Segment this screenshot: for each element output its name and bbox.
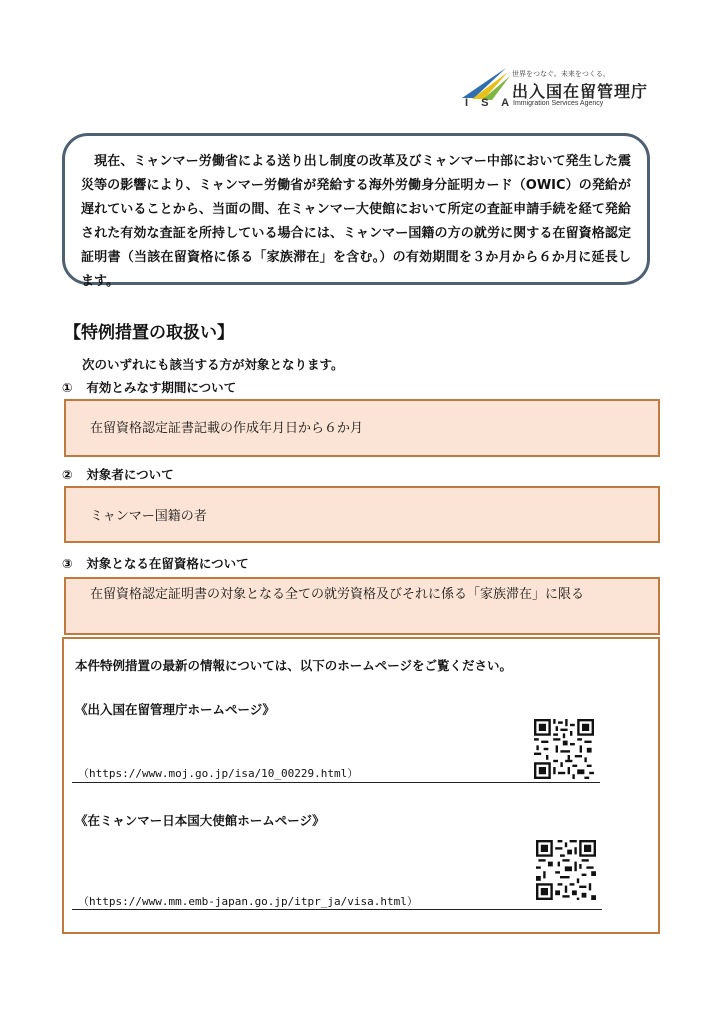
- item-3-number: ③: [62, 556, 73, 571]
- item-3-title: 対象となる在留資格について: [86, 556, 249, 571]
- site-1-url[interactable]: （https://www.moj.go.jp/isa/10_00229.html）: [78, 767, 359, 780]
- site-2-url[interactable]: （https://www.mm.emb-japan.go.jp/itpr_ja/visa.html）: [78, 895, 418, 908]
- logo-tagline: 世界をつなぐ。未来をつくる。: [512, 70, 610, 78]
- item-1-number: ①: [62, 380, 73, 395]
- logo-agency-english: Immigration Services Agency: [513, 100, 604, 107]
- notice-text: 現在、ミャンマー労働省による送り出し制度の改革及びミャンマー中部において発生した震災等の影響により、ミャンマー労働省が発給する海外労働身分証明カード（OWIC）の発給が遅れていることから、当面の間、在ミャンマー大使館において所定の査証申請手続を経て発給された有効な査証を所持している場合には、ミャンマー国籍の方の就労に関する在留資格認定証明書（当該在留資格に係る「家族滞在」を含む。）の有効期間を３か月から６か月に延長します。: [81, 154, 631, 289]
- item-2-title: 対象者について: [86, 467, 174, 482]
- item-2-label: [62, 465, 174, 483]
- isa-emblem-icon: [462, 68, 512, 100]
- info-heading: 本件特例措置の最新の情報については、以下のホームページをご覧ください。: [75, 658, 513, 673]
- qr-code-2-icon[interactable]: [536, 840, 596, 900]
- section-intro: 次のいずれにも該当する方が対象となります。: [82, 357, 344, 372]
- item-1-box: [64, 399, 660, 457]
- item-3-box: [64, 577, 660, 635]
- site-1-url-underline: [72, 782, 600, 783]
- item-1-title: 有効とみなす期間について: [86, 380, 237, 395]
- item-3-content: 在留資格認定証明書の対象となる全ての就労資格及びそれに係る「家族滞在」に限る: [90, 587, 585, 602]
- isa-logo: [462, 66, 662, 114]
- item-3-label: [62, 554, 249, 572]
- site-1-name: 《出入国在留管理庁ホームページ》: [75, 702, 275, 717]
- section-title: 【特例措置の取扱い】: [64, 323, 234, 343]
- item-1-label: [62, 378, 236, 396]
- notice-box: [62, 133, 650, 289]
- site-2-name: 《在ミャンマー日本国大使館ホームページ》: [75, 813, 325, 828]
- qr-code-1-icon[interactable]: [534, 719, 594, 779]
- item-2-number: ②: [62, 467, 73, 482]
- info-box: [62, 637, 660, 934]
- item-2-content: ミャンマー国籍の者: [90, 509, 207, 524]
- site-2-url-underline: [72, 909, 602, 910]
- item-1-content: 在留資格認定証書記載の作成年月日から６か月: [90, 421, 364, 436]
- logo-agency-name: 出入国在留管理庁: [512, 82, 649, 101]
- item-2-box: [64, 486, 660, 543]
- logo-abbr: I S A: [465, 97, 515, 109]
